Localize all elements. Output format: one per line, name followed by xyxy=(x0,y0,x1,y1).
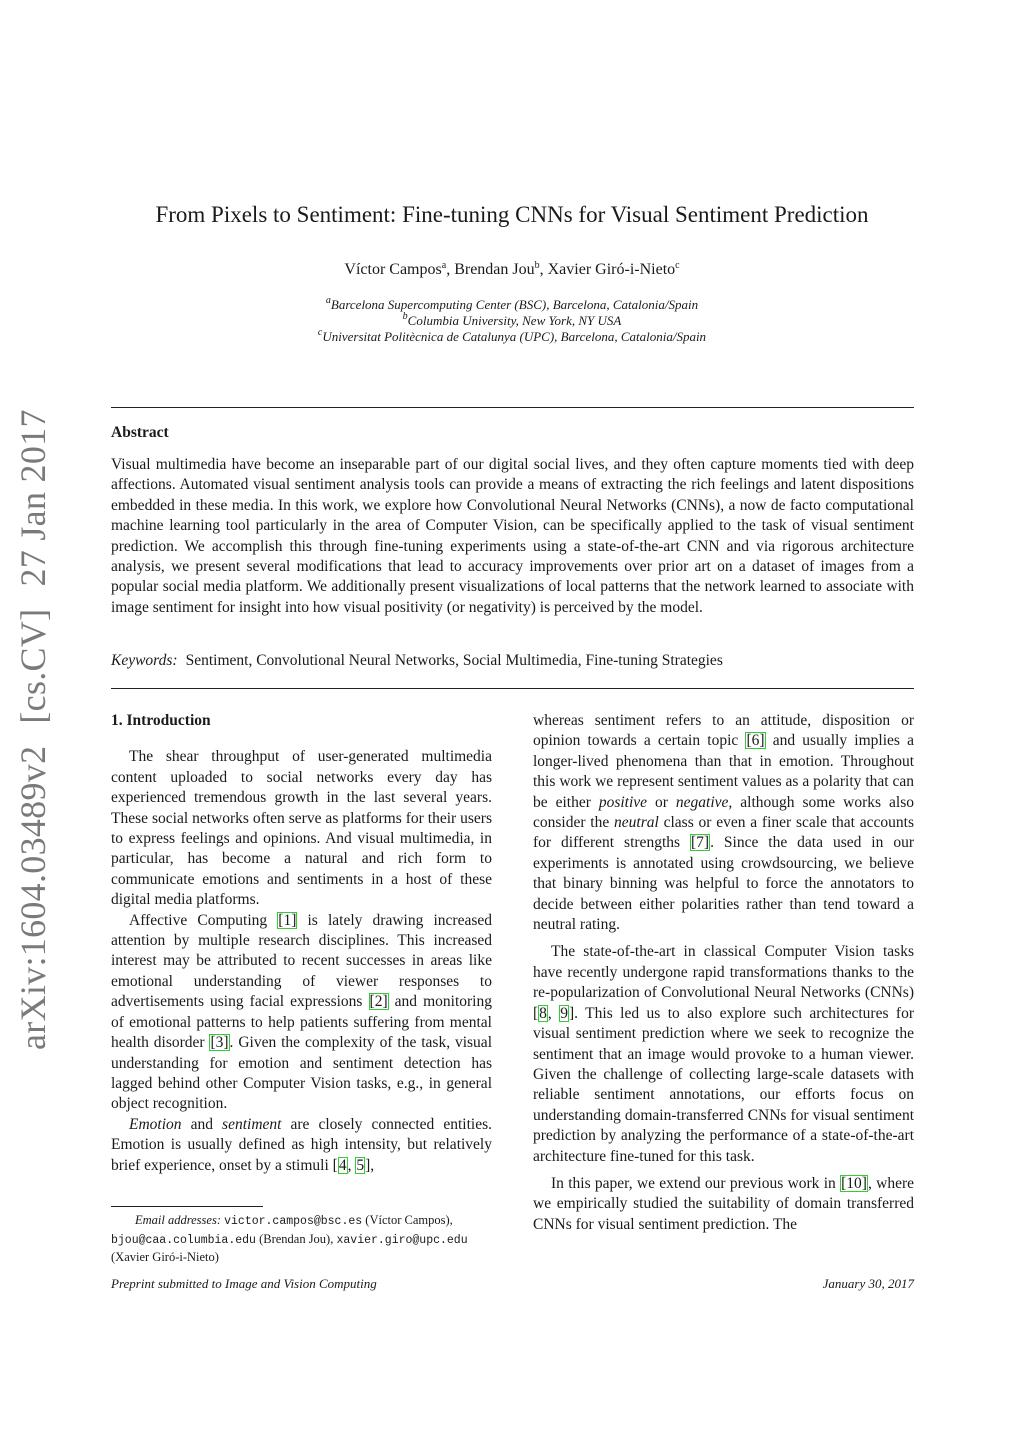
author-mark: a xyxy=(441,260,447,271)
affiliation xyxy=(0,297,1024,313)
affiliation-list xyxy=(0,297,1024,345)
email-link[interactable]: bjou@caa.columbia.edu xyxy=(111,1233,256,1247)
affiliation-text: Universitat Politècnica de Catalunya (UPC), Barcelona, Catalonia/Spain xyxy=(322,329,707,344)
paragraph: The shear throughput of user-generated multimedia content uploaded to social networks every day has experienced tremendous growth in the last several years. These social networks often serve as platforms for their users to express feelings and opinions. And visual multimedia, in particular, has become a natural and rich form to communicate emotions and sentiments in a host of these digital media platforms. xyxy=(111,748,492,909)
citation-link[interactable]: 9 xyxy=(560,1004,568,1022)
affiliation-mark: b xyxy=(402,311,408,322)
author-mark: c xyxy=(675,260,680,271)
citation-link[interactable]: 4 xyxy=(338,1156,347,1174)
affiliation-mark: c xyxy=(317,327,323,338)
keywords-text: Sentiment, Convolutional Neural Networks, Social Multimedia, Fine-tuning Strategies xyxy=(185,652,723,669)
arxiv-date: 27 Jan 2017 xyxy=(13,409,53,587)
email-link[interactable]: victor.campos@bsc.es xyxy=(224,1215,363,1228)
footer-date: January 30, 2017 xyxy=(822,1276,914,1291)
affiliation-mark: a xyxy=(325,295,331,306)
citation-link[interactable]: [10] xyxy=(841,1174,867,1192)
paper-title: From Pixels to Sentiment: Fine-tuning CNNs for Visual Sentiment Prediction xyxy=(155,202,869,227)
citation-link[interactable]: 8 xyxy=(539,1004,547,1022)
author-list xyxy=(0,261,1024,279)
citation-link[interactable]: [1] xyxy=(278,911,297,929)
citation-link[interactable]: [7] xyxy=(690,834,710,852)
section-heading: 1. Introduction xyxy=(111,712,211,729)
author-name: Xavier Giró-i-Nieto xyxy=(547,261,676,278)
author-separator: , xyxy=(446,261,455,278)
affiliation xyxy=(0,329,1024,345)
arxiv-category: [cs.CV] xyxy=(13,608,53,724)
paragraph: Affective Computing [1] is lately drawing increased attention by multiple research disciplines. This increased interest may be attributed to recent successes in areas like emotional understanding of viewer responses to advertisements using facial expressions [2] and monitoring of emotional patterns to help patients suffering from mental health disorder [3]. Given the complexity of the task, visual understanding for emotion and sentiment detection has lagged behind other Computer Vision tasks, e.g., in general object recognition. xyxy=(111,911,492,1113)
keywords xyxy=(111,652,914,670)
abstract-text: Visual multimedia have become an inseparable part of our digital social lives, and they often capture moments tied with deep affections. Automated visual sentiment analysis tools can provide a means of extracting the rich feelings and latent dispositions embedded in these media. In this work, we explore how Convolutional Neural Networks (CNNs), a now de facto computational machine learning tool particularly in the area of Computer Vision, can be specifically applied to the task of visual sentiment prediction. We accomplish this through fine-tuning experiments using a state-of-the-art CNN and via rigorous architecture analysis, we present several modifications that lead to accuracy improvements over prior art on a dataset of images from a popular social media platform. We additionally present visualizations of local patterns that the network learned to associate with image sentiment for insight into how visual positivity (or negativity) is perceived by the model. xyxy=(111,456,914,616)
author-name: Brendan Jou xyxy=(454,261,535,278)
footer-submission: Preprint submitted to Image and Vision Computing xyxy=(111,1276,377,1291)
author-name: Víctor Campos xyxy=(344,261,442,278)
citation-link[interactable]: 5 xyxy=(356,1156,365,1174)
citation-link[interactable]: [3] xyxy=(210,1034,229,1052)
footnote-divider xyxy=(111,1206,263,1207)
affiliation-text: Columbia University, New York, NY USA xyxy=(407,313,622,328)
paragraph: In this paper, we extend our previous work in [10], where we empirically studied the suitability of domain transferred CNNs for visual sentiment prediction. The xyxy=(533,1174,914,1233)
paragraph: whereas sentiment refers to an attitude, disposition or opinion towards a certain topic [6] and usually implies a longer-lived phenomena than that in emotion. Throughout this work we represent sentiment values as a polarity that can be either positive or negative, although some works also consider the neutral class or even a finer scale that accounts for different strengths [7]. Since the data used in our experiments is annotated using crowdsourcing, we believe that binary binning was helpful to force the annotators to decide between either polarities rather than tend toward a neutral rating. xyxy=(533,712,914,934)
paragraph: The state-of-the-art in classical Computer Vision tasks have recently undergone rapid transformations thanks to the re-popularization of Convolutional Neural Networks (CNNs) [8, 9]. This led us to also explore such architectures for visual sentiment prediction where we seek to recognize the sentiment that an image would provoke to a human viewer. Given the challenge of collecting large-scale datasets with reliable sentiment annotations, our efforts focus on understanding domain-transferred CNNs for visual sentiment prediction by analyzing the performance of a state-of-the-art architecture fine-tuned for this task. xyxy=(533,943,914,1165)
footnote-label: Email addresses: xyxy=(135,1213,221,1227)
author-separator: , xyxy=(539,261,548,278)
arxiv-id: arXiv:1604.03489v2 xyxy=(13,745,53,1050)
email-link[interactable]: xavier.giro@upc.edu xyxy=(336,1233,468,1247)
citation-link[interactable]: [6] xyxy=(746,732,765,750)
abstract-bottom-divider xyxy=(111,688,914,689)
right-column xyxy=(533,711,914,1235)
paragraph: Emotion and sentiment are closely connected entities. Emotion is usually defined as high intensity, but relatively brief experience, onset by a stimuli [4, 5], xyxy=(111,1115,492,1174)
citation-link[interactable]: [2] xyxy=(369,993,388,1011)
abstract-top-divider xyxy=(111,407,914,408)
abstract-heading: Abstract xyxy=(111,424,169,441)
arxiv-stamp xyxy=(12,409,54,1050)
footnote: Email addresses: victor.campos@bsc.es (Víctor Campos), bjou@caa.columbia.edu (Brendan Jou), xavier.giro@upc.edu (Xavier Giró-i-Nieto) xyxy=(111,1213,468,1264)
left-column xyxy=(111,711,492,1176)
keywords-label: Keywords: xyxy=(111,652,178,669)
affiliation xyxy=(0,313,1024,329)
affiliation-text: Barcelona Supercomputing Center (BSC), Barcelona, Catalonia/Spain xyxy=(330,297,699,312)
author-mark: b xyxy=(534,260,540,271)
